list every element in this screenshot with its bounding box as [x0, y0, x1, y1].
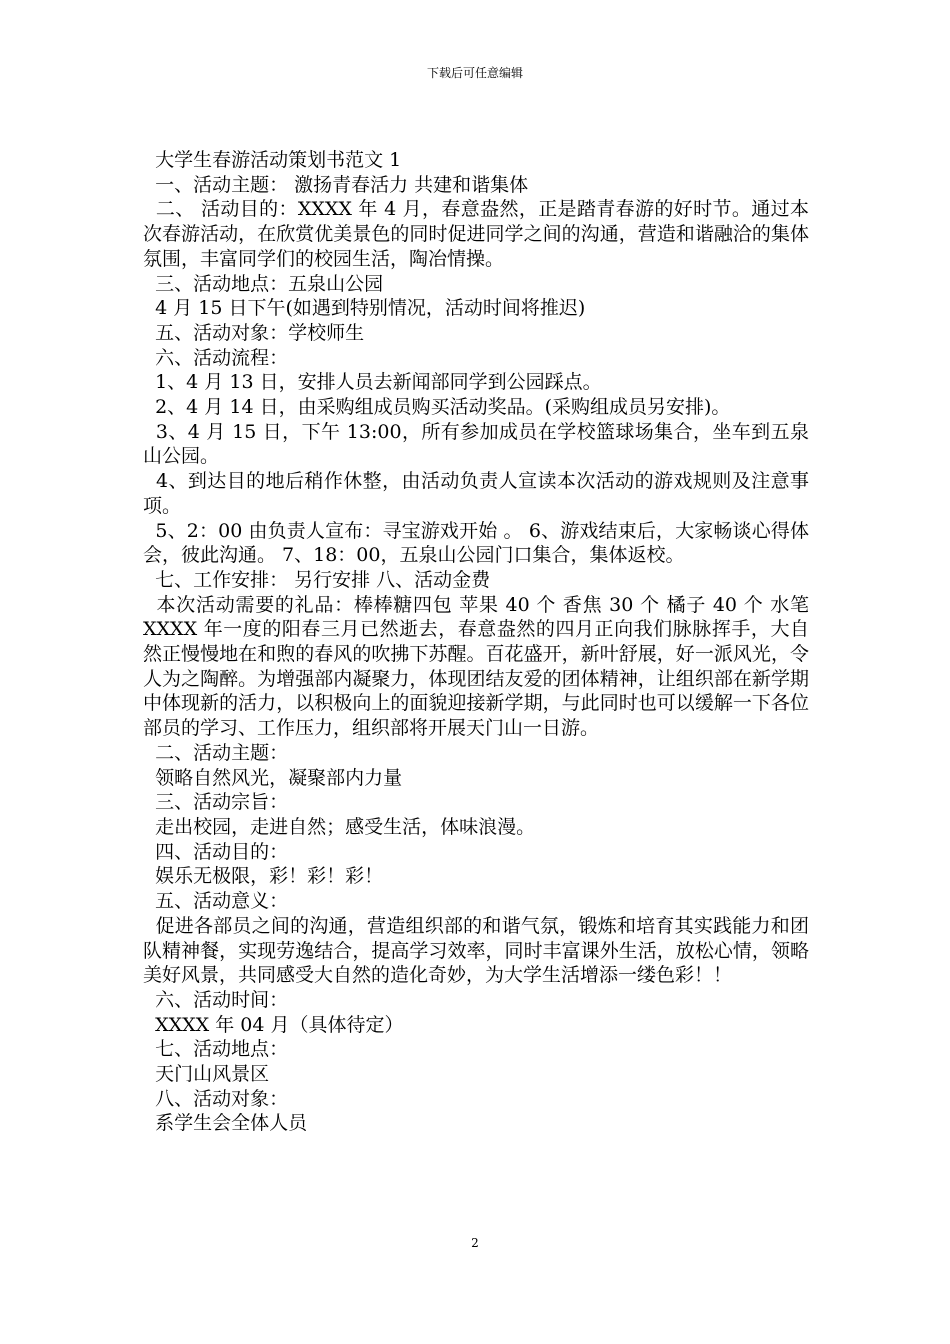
paragraph: 娱乐无极限，彩！彩！彩！: [143, 865, 384, 888]
paragraph: 六、活动流程：: [143, 346, 289, 369]
document-body: [143, 148, 816, 1136]
paragraph: 五、活动意义：: [143, 890, 289, 913]
paragraph: 天门山风景区: [143, 1063, 270, 1086]
paragraph: 促进各部员之间的沟通，营造组织部的和谐气氛，锻炼和培育其实践能力和团队精神餐，实现劳逸结合，提高学习效率，同时丰富课外生活，放松心情，领略美好风景，共同感受大自然的造化奇妙，为大学生活增添一缕色彩！！: [143, 914, 809, 987]
paragraph: 3、4 月 15 日，下午 13:00，所有参加成员在学校篮球场集合，坐车到五泉山公园。: [143, 420, 809, 468]
paragraph: 一、活动主题： 激扬青春活力 共建和谐集体: [143, 173, 529, 196]
paragraph: 本次活动需要的礼品：棒棒糖四包 苹果 40 个 香焦 30 个 橘子 40 个 水笔 XXXX 年一度的阳春三月已然逝去，春意盎然的四月正向我们脉脉挥手，大自然正慢慢地在和煦的春风的吹拂下苏醒。百花盛开，新叶舒展，好一派风光，令人为之陶醉。为增强部内凝聚力，体现团结友爱的团体精神，让组织部在新学期中体现新的活力，以积极向上的面貌迎接新学期，与此同时也可以缓解一下各位部员的学习、工作压力，组织部将开展天门山一日游。: [143, 593, 816, 740]
paragraph: 二、 活动目的：XXXX 年 4 月，春意盎然，正是踏青春游的好时节。通过本次春游活动，在欣赏优美景色的同时促进同学之间的沟通，营造和谐融洽的集体氛围，丰富同学们的校园生活，陶冶情操。: [143, 198, 809, 270]
paragraph: 三、活动宗旨：: [143, 791, 289, 814]
paragraph: 2、4 月 14 日，由采购组成员购买活动奖品。(采购组成员另安排)。: [143, 396, 731, 419]
paragraph: 领略自然风光，凝聚部内力量: [143, 766, 403, 789]
paragraph: 四、活动目的：: [143, 840, 289, 863]
page-number: 2: [471, 1236, 479, 1250]
paragraph: 5、2：00 由负责人宣布：寻宝游戏开始 。 6、游戏结束后，大家畅谈心得体会，彼此沟通。 7、18：00，五泉山公园门口集合，集体返校。: [143, 519, 809, 567]
paragraph: 4、到达目的地后稍作休整，由活动负责人宣读本次活动的游戏规则及注意事项。: [143, 470, 809, 517]
paragraph: 三、活动地点：五泉山公园: [143, 272, 384, 295]
paragraph: 走出校园，走进自然；感受生活，体味浪漫。: [143, 815, 536, 838]
paragraph: 七、活动地点：: [143, 1038, 289, 1061]
paragraph: 二、活动主题：: [143, 741, 289, 764]
paragraph: 五、活动对象：学校师生: [143, 321, 365, 344]
paragraph: 六、活动时间：: [143, 988, 289, 1011]
paragraph: 1、4 月 13 日，安排人员去新闻部同学到公园踩点。: [143, 371, 602, 394]
paragraph: 系学生会全体人员: [143, 1112, 308, 1135]
paragraph: XXXX 年 04 月（具体待定）: [143, 1013, 404, 1036]
paragraph: 七、工作安排： 另行安排 八、活动金费: [143, 568, 491, 591]
paragraph: 4 月 15 日下午(如遇到特别情况，活动时间将推迟): [143, 297, 586, 320]
header-note: 下载后可任意编辑: [426, 66, 523, 80]
paragraph: 八、活动对象：: [143, 1087, 289, 1110]
doc-title: 大学生春游活动策划书范文 1: [143, 149, 402, 171]
